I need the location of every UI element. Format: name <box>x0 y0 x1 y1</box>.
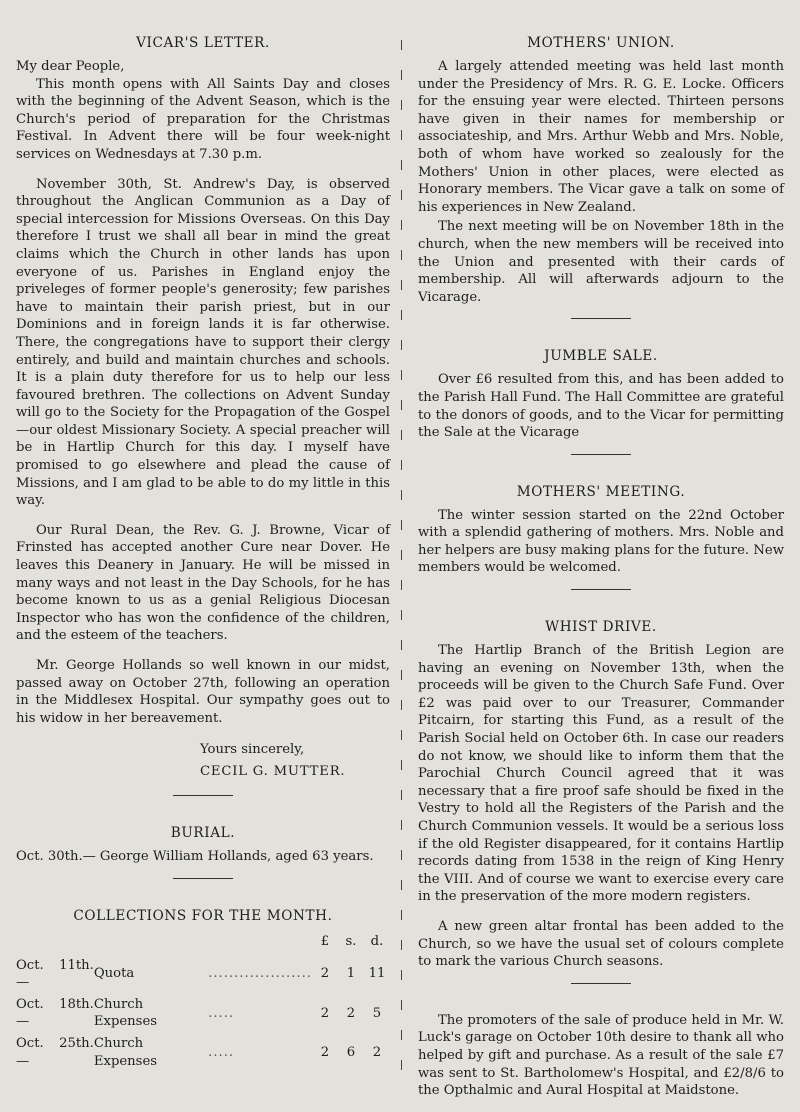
shillings-header: s. <box>345 933 357 949</box>
jumble-sale-text: Over £6 resulted from this, and has been added to the Parish Hall Fund. The Hall Committee are grateful to the donors of goods, and to the Vicar for permitting the Sale at the Vicarage <box>418 372 784 441</box>
shillings-value: 6 <box>346 1044 356 1060</box>
leader-dots: ..... <box>208 1005 235 1021</box>
pence-value: 2 <box>372 1044 382 1060</box>
burial-entry <box>16 848 390 866</box>
section-rule <box>173 795 233 796</box>
section-rule <box>571 318 631 319</box>
left-column <box>16 32 390 1072</box>
signature: CECIL G. MUTTER. <box>200 764 346 780</box>
pence-value: 11 <box>368 966 386 982</box>
mothers-meeting-heading: MOTHERS' MEETING. <box>516 483 686 500</box>
jumble-sale-heading: JUMBLE SALE. <box>544 348 658 365</box>
mothers-union-heading: MOTHERS' UNION. <box>527 35 675 51</box>
shillings-value: 2 <box>346 1005 356 1021</box>
burial-heading: BURIAL. <box>170 825 236 842</box>
column-divider <box>401 40 402 1070</box>
pounds-value: 2 <box>320 966 330 982</box>
pence-header: d. <box>370 933 384 949</box>
shillings-value: 1 <box>346 966 356 982</box>
pounds-value: 2 <box>320 1044 330 1060</box>
section-rule <box>571 983 631 984</box>
letter-paragraph: Mr. George Hollands so well known in our midst, passed away on October 27th, following an operation in the Middlesex Hospital. Our sympathy goes out to his widow in her bereavement. <box>16 658 390 726</box>
collection-date: Oct. 25th.— <box>16 1035 94 1069</box>
collections-header-row <box>16 931 390 955</box>
salutation: My dear People, <box>16 59 125 74</box>
collection-date: Oct. 11th.— <box>16 957 94 991</box>
collection-date: Oct. 18th.— <box>16 996 94 1030</box>
mothers-union-paragraph: The next meeting will be on November 18th in the church, when the new members will be received into the Union and presented with their cards of membership. All will afterwards adjourn to the Vicarage. <box>418 219 784 305</box>
table-row <box>16 994 390 1033</box>
letter-paragraph: This month opens with All Saints Day and closes with the beginning of the Advent Season, which is the Church's period of preparation for the Christmas Festival. In Advent there will be four week-night services on Wednesdays at 7.30 p.m. <box>16 76 390 162</box>
leader-dots: .................... <box>208 966 312 982</box>
collection-item: Church Expenses <box>93 996 158 1030</box>
burial-text: George William Hollands, aged 63 years. <box>99 849 374 865</box>
letter-paragraph: Our Rural Dean, the Rev. G. J. Browne, Vicar of Frinsted has accepted another Cure near Dover. He leaves this Deanery in January. He will be missed in many ways and not least in the Day Schools, for he has become known to us as a genial Religious Diocesan Inspector who has won the confidence of the children, and the esteem of the teachers. <box>16 522 390 644</box>
produce-sale-text: The promoters of the sale of produce held in Mr. W. Luck's garage on October 10th desire to thank all who helped by gift and purchase. As a result of the sale £7 was sent to St. Bartholomew's Hospital, and £2/8/6 to the Opthalmic and Aural Hospital at Maidstone. <box>418 1012 784 1099</box>
whist-drive-paragraph: A new green altar frontal has been added to the Church, so we have the usual set of colours complete to mark the various Church seasons. <box>418 918 784 970</box>
collection-item: Church Expenses <box>93 1035 158 1069</box>
pounds-value: 2 <box>320 1005 330 1021</box>
leader-dots: ..... <box>208 1044 235 1060</box>
mothers-meeting-text: The winter session started on the 22nd October with a splendid gathering of mothers. Mrs. Noble and her helpers are busy making plans for the future. New members would be welcomed. <box>418 507 784 576</box>
vicars-letter-heading: VICAR'S LETTER. <box>136 35 270 51</box>
pounds-header: £ <box>320 933 330 949</box>
section-rule <box>173 878 233 879</box>
pence-value: 5 <box>372 1005 382 1021</box>
table-row <box>16 1033 390 1072</box>
whist-drive-heading: WHIST DRIVE. <box>545 619 657 636</box>
collections-table <box>16 931 390 1072</box>
collection-item: Quota <box>93 966 135 982</box>
whist-drive-paragraph: The Hartlip Branch of the British Legion are having an evening on November 13th, when the proceeds will be given to the Church Safe Fund. Over £2 was paid over to our Treasurer, Commander Pitcairn, for starting this Fund, as a result of the Parish Social held on October 6th. In case our readers do not know, we should like to inform them that the Parochial Church Council agreed that it was necessary that a fire proof safe should be fixed in the Vestry to hold all the Registers of the Parish and the Church Communion vessels. It would be a serious loss if the old Register disappeared, for it contains Hartlip records dating from 1538 in the reign of King Henry the VIII. And of course we want to exercise every care in the preservation of the more modern registers. <box>418 643 784 905</box>
burial-date: Oct. 30th.— <box>16 849 96 865</box>
table-row <box>16 955 390 994</box>
collections-heading: COLLECTIONS FOR THE MONTH. <box>73 907 333 924</box>
section-rule <box>571 589 631 590</box>
mothers-union-paragraph: A largely attended meeting was held last month under the Presidency of Mrs. R. G. E. Locke. Officers for the ensuing year were elected. Thirteen persons have given in their names for membership or associateship, and Mrs. Arthur Webb and Mrs. Noble, both of whom have worked so zealously for the Mothers' Union in other places, were elected as Honorary members. The Vicar gave a talk on some of his experiences in New Zealand. <box>418 59 784 215</box>
letter-closing <box>200 739 390 783</box>
section-rule <box>571 454 631 455</box>
right-column <box>418 32 784 1112</box>
letter-paragraph: November 30th, St. Andrew's Day, is observed throughout the Anglican Communion as a Day of special intercession for Missions Overseas. On this Day therefore I trust we shall all bear in mind the great claims which the Church in other lands has upon everyone of us. Parishes in England enjoy the priveleges of former people's generosity; few parishes have to maintain their parish priest, but in our Dominions and in foreign lands it is far otherwise. There, the congregations have to support their clergy entirely, and build and maintain churches and schools. It is a plain duty therefore for us to help our less favoured brethren. The collections on Advent Sunday will go to the Society for the Propagation of the Gospel—our oldest Missionary Society. A special preacher will be in Hartlip Church for this day. I myself have promised to go elsewhere and plead the cause of Missions, and I am glad to be able to do my little in this way. <box>16 176 390 509</box>
closing-line: Yours sincerely, <box>200 742 305 758</box>
